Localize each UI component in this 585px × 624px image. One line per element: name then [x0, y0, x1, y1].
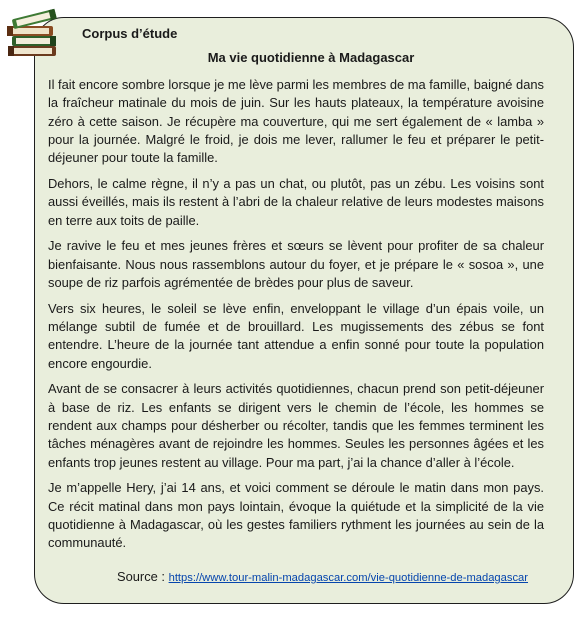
paragraph: Je ravive le feu et mes jeunes frères et sœurs se lèvent pour profiter de sa chaleur bienfaisante. Nous nous rassemblons autour du foyer, et je prépare le « sosoa », une soupe de riz parfois agrémentée de brèdes pour plus de saveur. [48, 238, 544, 290]
paragraph: Il fait encore sombre lorsque je me lève parmi les membres de ma famille, baigné dans la fraîcheur matinale du mois de juin. Sur les hauts plateaux, la température avoisine zéro à cette saison. Je récupère ma couverture, qui me sert également de « lamba » pour la journée. Malgré le froid, je dois me lever, rallumer le feu et préparer le petit-déjeuner pour toute la famille. [48, 77, 544, 166]
source-line [117, 569, 555, 584]
source-label: Source : [117, 569, 169, 584]
paragraph: Avant de se consacrer à leurs activités quotidiennes, chacun prend son petit-déjeuner à base de riz. Les enfants se dirigent vers le chemin de l’école, les hommes se rendent aux champs pour désherber ou récolter, tandis que les femmes terminent les tâches ménagères avant de rejoindre les hommes. Seules les personnes âgées et les enfants trop jeunes restent au village. Pour ma part, j’ai la chance d’aller à l’école. [48, 381, 544, 470]
text-body [48, 76, 544, 560]
document-title: Ma vie quotidienne à Madagascar [207, 50, 415, 65]
paragraph: Dehors, le calme règne, il n’y a pas un chat, ou plutôt, pas un zébu. Les voisins sont aussi éveillés, mais ils restent à l’abri de la chaleur relative de leurs modestes maisons en terre aux toits de paille. [48, 175, 544, 228]
source-link[interactable]: https://www.tour-malin-madagascar.com/vie-quotidienne-de-madagascar [168, 572, 529, 584]
corpus-label: Corpus d’étude [82, 26, 178, 41]
paragraph: Je m’appelle Hery, j’ai 14 ans, et voici comment se déroule le matin dans mon pays. Ce récit matinal dans mon pays lointain, évoque la quiétude et la simplicité de la vie quotidienne à Madagascar, où les gestes familiers rythment les journées au sein de la communauté. [48, 480, 544, 551]
paragraph: Vers six heures, le soleil se lève enfin, enveloppant le village d’un épais voile, un mélange subtil de fumée et de brouillard. Les mugissements des zébus se font entendre. L’heure de la journée tant attendue a enfin sonné pour toute la population encore engourdie. [48, 300, 544, 371]
